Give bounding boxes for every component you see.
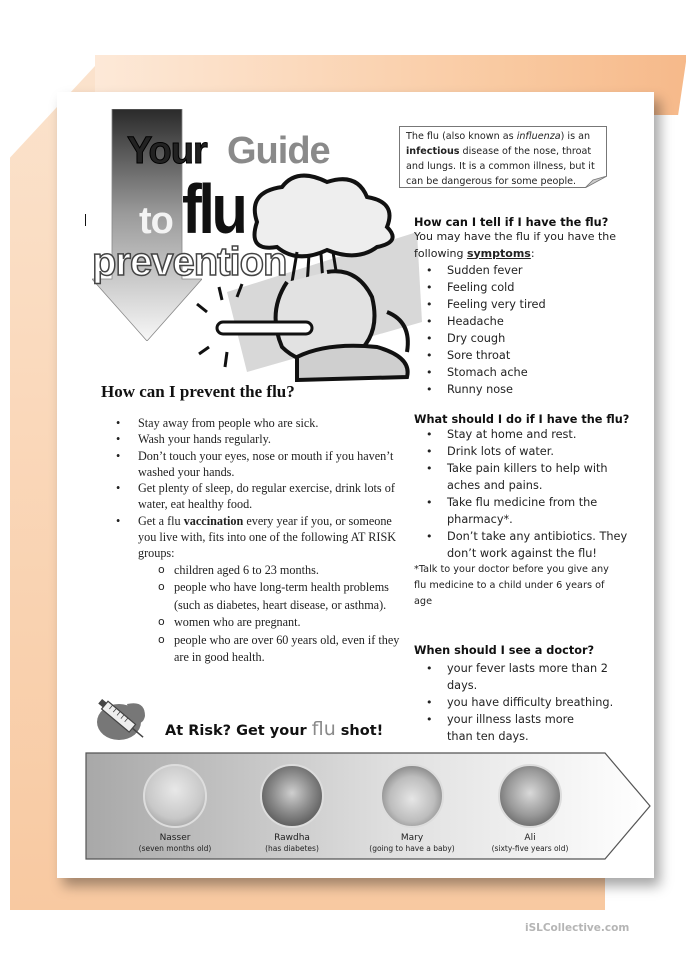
- list-item: o people who are over 60 years old, even if they are in good health.: [158, 632, 401, 667]
- see-doctor-heading: When should I see a doctor?: [414, 644, 595, 657]
- symptoms-intro-text: You may have the flu if you have the following: [414, 230, 617, 260]
- list-item: • Sore throat: [426, 347, 649, 364]
- list-item: o people who have long-term health problems (such as diabetes, heart disease, or asthma).: [158, 579, 401, 614]
- person-card: [232, 764, 352, 854]
- list-item: • Feeling very tired: [426, 296, 649, 313]
- list-item: • Headache: [426, 313, 649, 330]
- person-name: Ali: [524, 833, 536, 843]
- definition-text-mid: ) is an: [560, 131, 591, 142]
- list-item: • Feeling cold: [426, 279, 649, 296]
- syringe-icon: [93, 692, 151, 750]
- avatar: [260, 764, 324, 828]
- list-item: • Stomach ache: [426, 364, 649, 381]
- title-to: to: [139, 200, 173, 242]
- person-name: Mary: [400, 833, 424, 843]
- list-item: • Sudden fever: [426, 262, 649, 279]
- title-prevention: prevention: [92, 240, 287, 284]
- list-item: • Stay away from people who are sick.: [116, 415, 401, 431]
- at-risk-slogan: [165, 718, 383, 740]
- what-to-do-section: [414, 413, 649, 610]
- at-risk-groups-list: [158, 562, 401, 667]
- person-description: (going to have a baby): [369, 844, 455, 853]
- list-item: • Stay at home and rest.: [426, 426, 636, 443]
- definition-text-pre: The flu (also known as: [406, 131, 517, 142]
- title-your: Your: [127, 130, 207, 172]
- vaccination-text-pre: Get a flu: [138, 513, 184, 528]
- list-item: o women who are pregnant.: [158, 614, 401, 632]
- person-description: (sixty-five years old): [491, 844, 569, 853]
- symptoms-list: [426, 262, 649, 398]
- text-cursor-mark: [85, 214, 86, 226]
- symptoms-heading: How can I tell if I have the flu?: [414, 216, 609, 229]
- list-item: • your illness lasts more than ten days.: [426, 711, 577, 745]
- symptoms-intro: [414, 229, 649, 262]
- list-item: • Don’t touch your eyes, nose or mouth if you haven’t washed your hands.: [116, 448, 401, 481]
- person-description: (seven months old): [138, 844, 212, 853]
- list-item: • Drink lots of water.: [426, 443, 636, 460]
- avatar: [143, 764, 207, 828]
- list-item: • your fever lasts more than 2 days.: [426, 660, 638, 694]
- what-to-do-list: [426, 426, 636, 562]
- definition-text-post: disease of the nose, throat and lungs. It is a common illness, but it can be dangerous for some people.: [406, 146, 595, 187]
- list-item: • you have difficulty breathing.: [426, 694, 638, 711]
- slogan-post: shot!: [335, 723, 384, 739]
- prevention-section: [101, 382, 401, 667]
- vaccination-text-post: every year if you, or someone you live with, fits into one of the following AT RISK groups:: [138, 513, 397, 561]
- title-guide: Guide: [227, 130, 330, 172]
- medicine-footnote: *Talk to your doctor before you give any flu medicine to a child under 6 years of age: [414, 564, 609, 607]
- page-curl-icon: [585, 176, 607, 188]
- definition-influenza: influenza: [516, 131, 561, 142]
- symptoms-section: [414, 216, 649, 398]
- slogan-flu: flu: [311, 718, 336, 740]
- definition-infectious: infectious: [406, 146, 460, 157]
- prevention-list: [116, 415, 401, 667]
- person-card: [115, 764, 235, 854]
- list-item: • Runny nose: [426, 381, 649, 398]
- avatar: [498, 764, 562, 828]
- avatar: [380, 764, 444, 828]
- person-card: [352, 764, 472, 854]
- worksheet-page: [57, 92, 654, 878]
- see-doctor-section: [414, 644, 649, 745]
- list-item-vaccination: [116, 513, 401, 667]
- person-card: [470, 764, 590, 854]
- list-item: • Take pain killers to help with aches and pains.: [426, 460, 636, 494]
- symptoms-intro-colon: :: [530, 246, 535, 260]
- title-flu: flu: [182, 170, 245, 248]
- person-description: (has diabetes): [265, 844, 319, 853]
- at-risk-people-banner: [85, 752, 652, 860]
- list-item: • Get plenty of sleep, do regular exercise, drink lots of water, eat healthy food.: [116, 480, 401, 513]
- see-doctor-list: [426, 660, 638, 745]
- watermark: iSLCollective.com: [525, 922, 630, 934]
- flu-definition-box: [399, 126, 607, 188]
- title-block: [57, 92, 417, 382]
- person-name: Rawdha: [274, 833, 310, 843]
- prevention-heading: How can I prevent the flu?: [101, 382, 295, 401]
- list-item: • Don’t take any antibiotics. They don’t work against the flu!: [426, 528, 636, 562]
- list-item: • Dry cough: [426, 330, 649, 347]
- vaccination-keyword: vaccination: [183, 513, 244, 528]
- slogan-pre: At Risk? Get your: [165, 723, 312, 739]
- list-item: o children aged 6 to 23 months.: [158, 562, 401, 580]
- person-name: Nasser: [159, 833, 191, 843]
- what-to-do-heading: What should I do if I have the flu?: [414, 413, 630, 426]
- list-item: • Wash your hands regularly.: [116, 431, 401, 447]
- list-item: • Take flu medicine from the pharmacy*.: [426, 494, 636, 528]
- symptoms-keyword: symptoms: [466, 246, 531, 260]
